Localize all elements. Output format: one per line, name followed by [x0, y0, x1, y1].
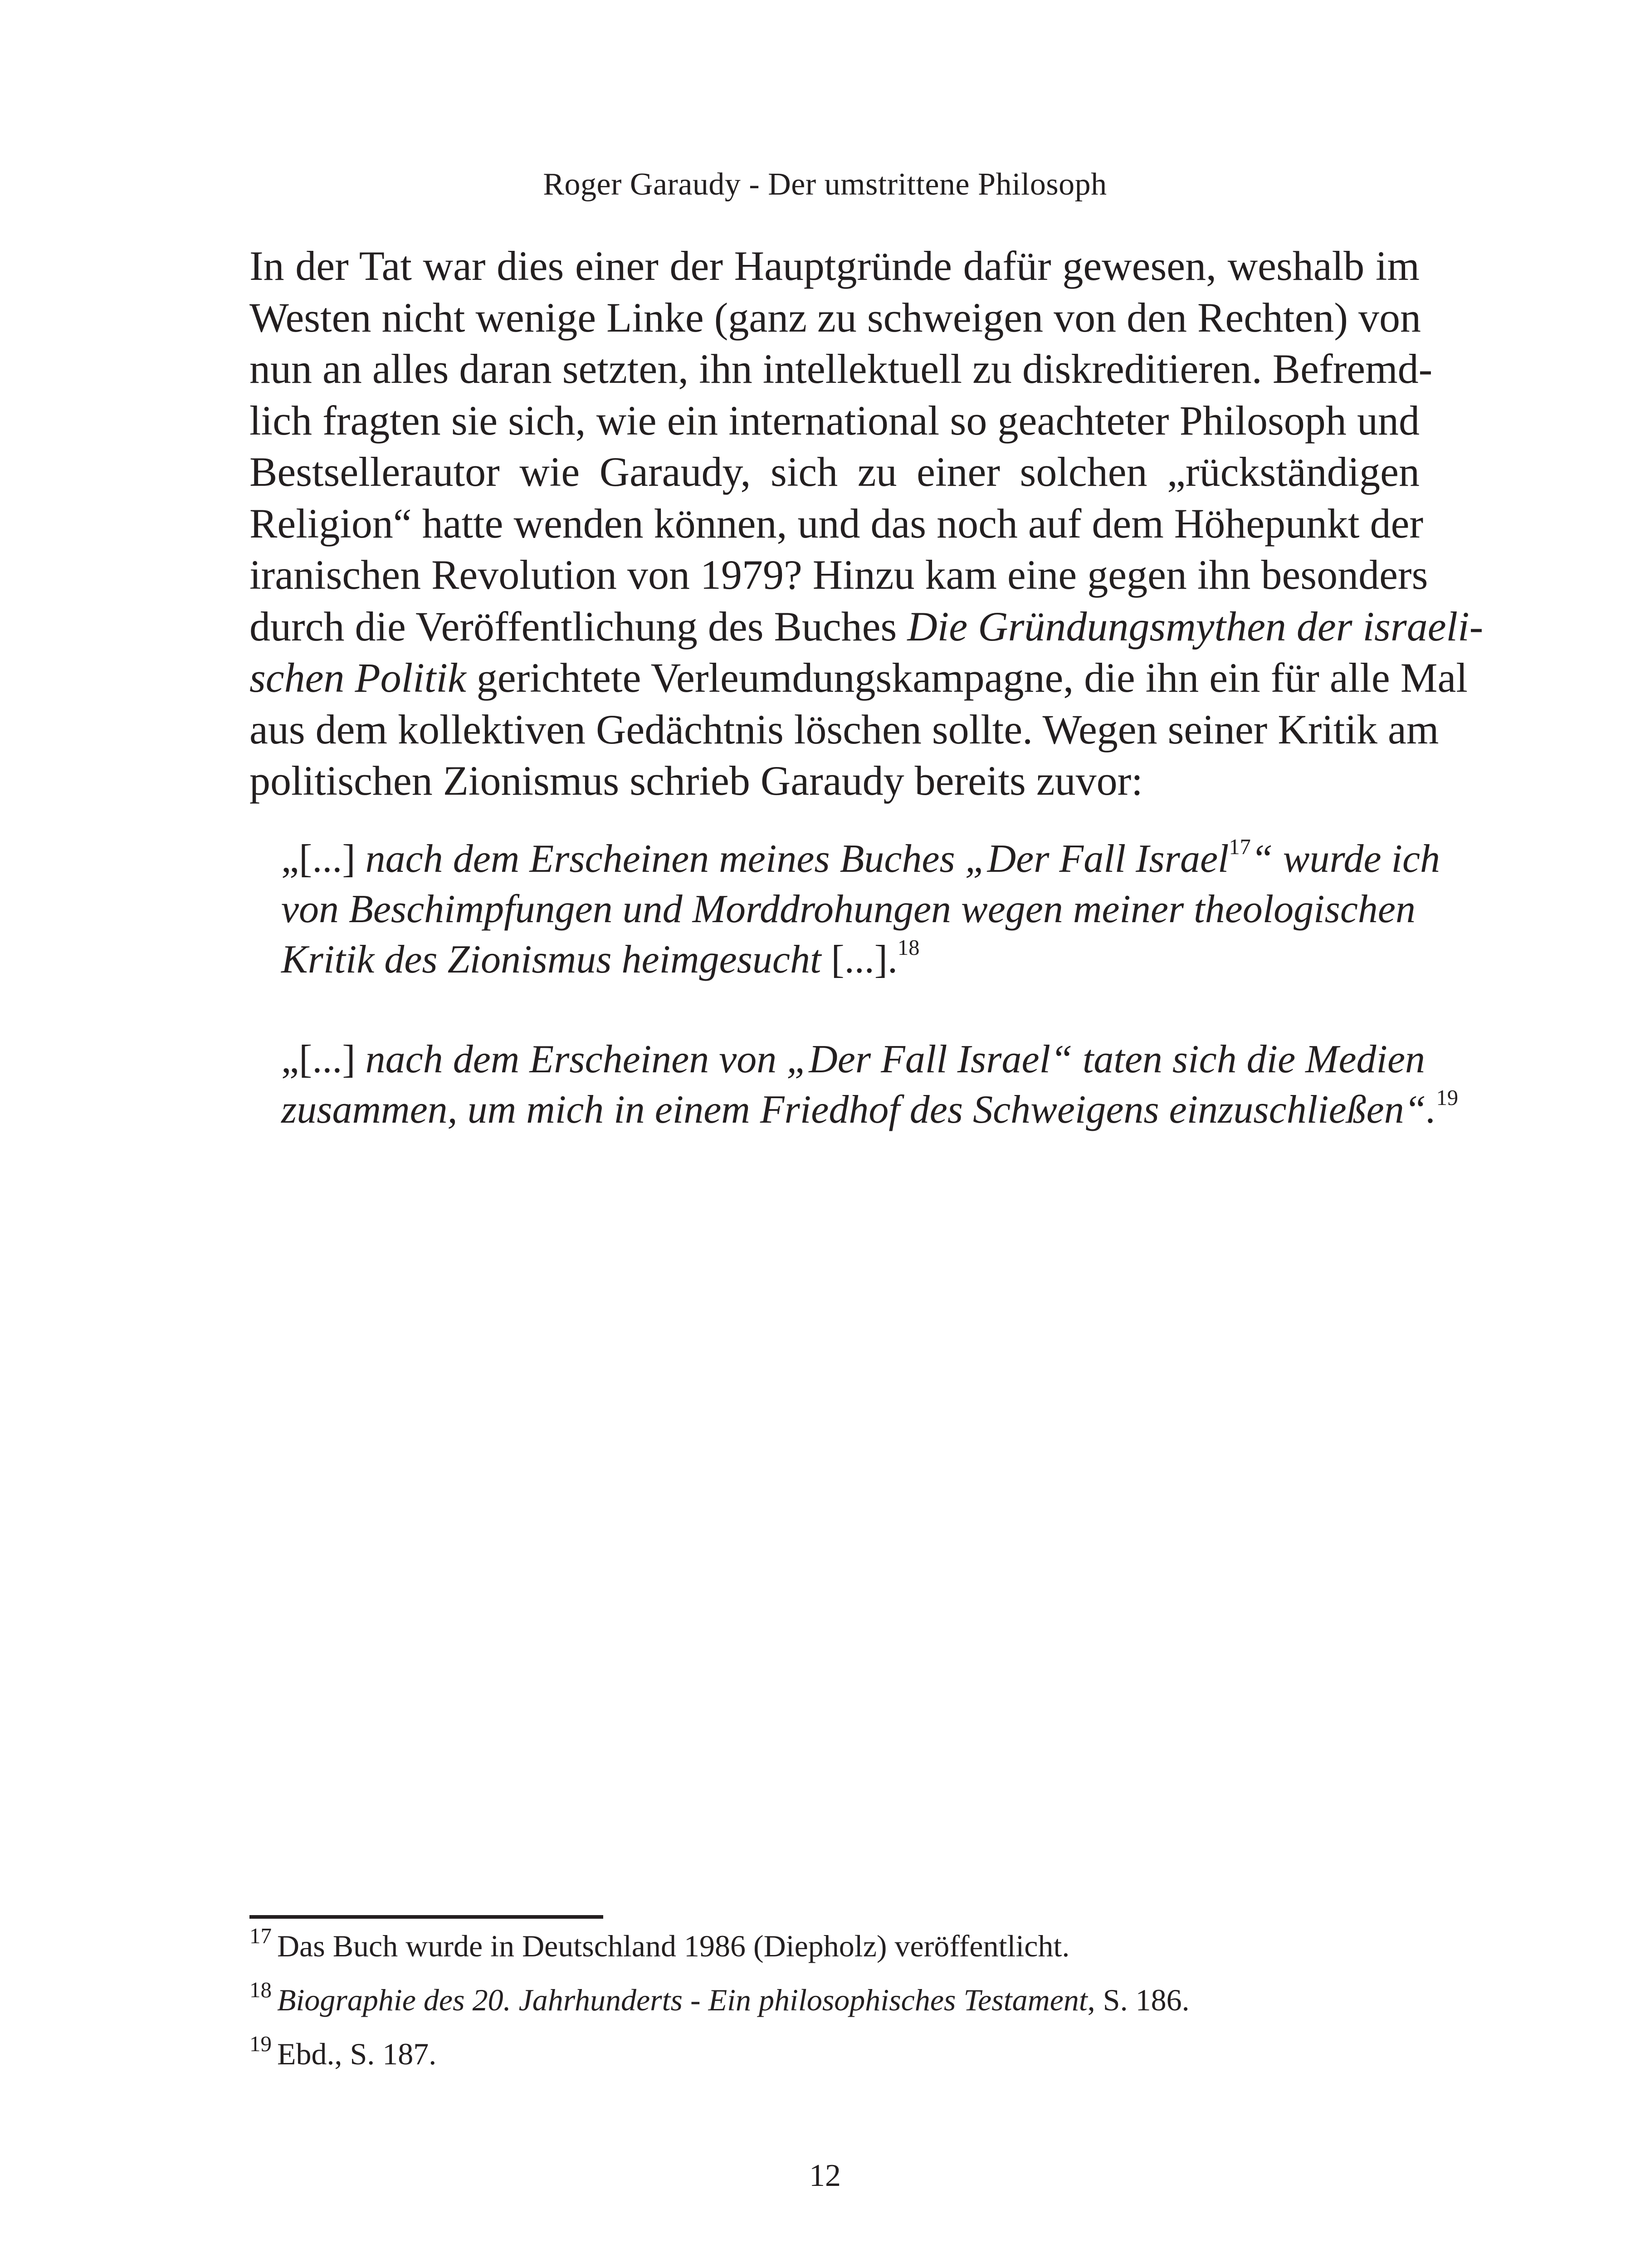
quote-line — [281, 934, 1415, 985]
block-quote-1 — [281, 834, 1440, 985]
footnote-18 — [249, 1977, 1429, 2020]
footnote-separator — [249, 1915, 603, 1919]
paragraph-line: aus dem kollektiven Gedächtnis löschen sollte. Wegen seiner Kritik am — [249, 706, 1439, 753]
footnote-number: 19 — [249, 2031, 272, 2056]
book-title-italic: schen Politik — [249, 655, 466, 701]
paragraph-text: gerichtete Verleumdungskampagne, die ihn ein für alle Mal — [466, 655, 1468, 701]
quote-italic: zusammen, um mich in einem Friedhof des Schweigens einzuschließen — [281, 1088, 1404, 1132]
quote-close: “. — [1404, 1088, 1436, 1132]
footnote-ref: 19 — [1436, 1086, 1459, 1110]
quote-close: [...]. — [821, 938, 898, 982]
paragraph-line: Religion“ hatte wenden können, und das noch auf dem Höhepunkt der — [249, 500, 1424, 547]
block-quote-2 — [281, 1034, 1459, 1135]
footnotes — [249, 1923, 1429, 2087]
paragraph-line — [249, 601, 1484, 653]
paragraph-line: lich fragten sie sich, wie ein international so geachteter Philosoph und — [249, 397, 1420, 444]
paragraph-line — [249, 652, 1468, 704]
paragraph-line: In der Tat war dies einer der Hauptgründe dafür gewesen, weshalb im — [249, 243, 1420, 289]
main-paragraph — [249, 240, 1484, 807]
footnote-number: 17 — [249, 1923, 272, 1948]
page-number: 12 — [809, 2158, 841, 2193]
quote-italic: nach dem Erscheinen von „Der Fall Israel“ taten sich die Medien — [365, 1037, 1425, 1081]
quote-italic: nach dem Erscheinen meines Buches „Der Fall Israel — [365, 837, 1229, 881]
footnote-text: , S. 186. — [1087, 1983, 1190, 2017]
quote-italic: Kritik des Zionismus heimgesucht — [281, 938, 821, 982]
quote-line — [281, 884, 1415, 934]
footnote-book-title: Biographie des 20. Jahrhunderts - Ein philosophisches Testament — [277, 1983, 1088, 2017]
footnote-19 — [249, 2033, 1429, 2074]
footnote-text: Ebd., S. 187. — [277, 2037, 437, 2071]
quote-line — [281, 1085, 1459, 1135]
paragraph-line: iranischen Revolution von 1979? Hinzu kam eine gegen ihn besonders — [249, 552, 1428, 598]
quote-open: „[...] — [281, 837, 366, 881]
running-header: Roger Garaudy - Der umstrittene Philosoph — [543, 167, 1107, 202]
paragraph-text: durch die Veröffentlichung des Buches — [249, 603, 908, 650]
footnote-17 — [249, 1923, 1429, 1966]
quote-line — [281, 1034, 1425, 1085]
paragraph-line: Bestsellerautor wie Garaudy, sich zu einer solchen „rückständigen — [249, 449, 1420, 495]
footnote-ref: 18 — [898, 936, 920, 960]
quote-italic: “ wurde ich — [1250, 837, 1440, 881]
paragraph-line: politischen Zionismus schrieb Garaudy bereits zuvor: — [249, 758, 1143, 804]
footnote-ref: 17 — [1229, 835, 1251, 860]
footnote-number: 18 — [249, 1977, 272, 2002]
footnote-text: Das Buch wurde in Deutschland 1986 (Diepholz) veröffentlicht. — [277, 1929, 1070, 1963]
quote-italic: von Beschimpfungen und Morddrohungen wegen meiner theologischen — [281, 887, 1416, 931]
paragraph-line: nun an alles daran setzten, ihn intellektuell zu diskreditieren. Befremd- — [249, 346, 1433, 392]
paragraph-line: Westen nicht wenige Linke (ganz zu schweigen von den Rechten) von — [249, 294, 1421, 341]
quote-line — [281, 834, 1440, 884]
quote-open: „[...] — [281, 1037, 366, 1081]
book-title-italic: Die Gründungsmythen der israeli- — [907, 603, 1484, 650]
